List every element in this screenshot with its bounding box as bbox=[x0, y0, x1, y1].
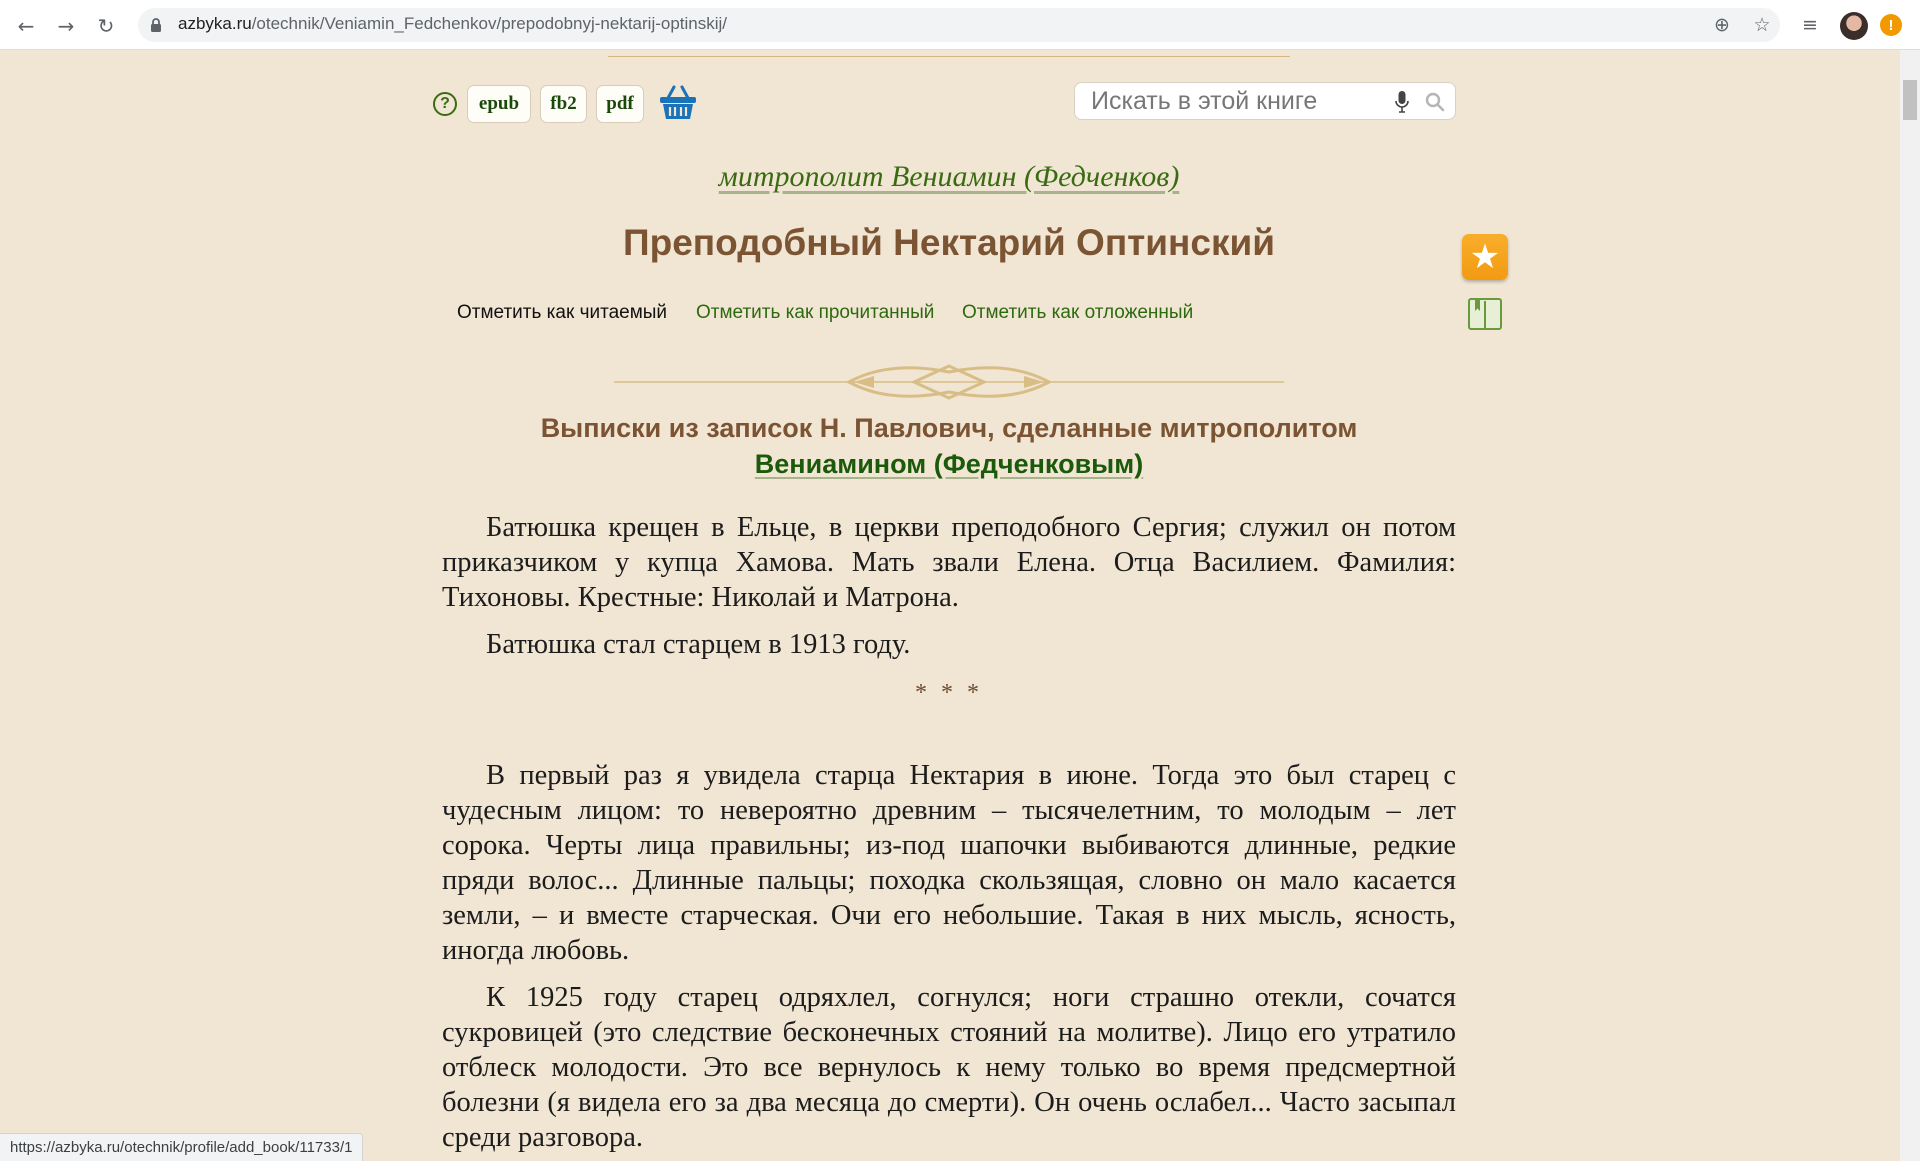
microphone-icon[interactable] bbox=[1395, 91, 1409, 113]
forward-icon[interactable]: → bbox=[57, 14, 75, 38]
zoom-icon[interactable]: ⊕ bbox=[1714, 14, 1730, 36]
favorite-star-icon[interactable]: ★ bbox=[1462, 234, 1508, 280]
pdf-button[interactable]: pdf bbox=[596, 85, 644, 123]
search-input[interactable] bbox=[1091, 83, 1381, 119]
bookmark-star-icon[interactable]: ☆ bbox=[1753, 14, 1771, 36]
status-bar-url: https://azbyka.ru/otechnik/profile/add_book/11733/1 bbox=[0, 1133, 363, 1161]
address-url[interactable] bbox=[178, 14, 727, 34]
reload-icon[interactable]: ↻ bbox=[97, 14, 115, 38]
epub-button[interactable]: epub bbox=[467, 85, 531, 123]
help-icon[interactable]: ? bbox=[433, 92, 457, 116]
lock-icon bbox=[150, 17, 162, 33]
book-title: Преподобный Нектарий Оптинский bbox=[623, 222, 1275, 263]
separator-asterisks: * * * bbox=[915, 680, 983, 706]
scrollbar-thumb[interactable] bbox=[1903, 80, 1917, 120]
mark-reading-link[interactable]: Отметить как читаемый bbox=[457, 302, 668, 323]
book-search bbox=[1074, 82, 1456, 120]
text-block-1 bbox=[442, 510, 1456, 662]
top-divider bbox=[608, 56, 1290, 57]
ornament-divider bbox=[614, 360, 1284, 404]
open-book-icon[interactable] bbox=[1467, 297, 1503, 331]
media-control-icon[interactable]: ≡ bbox=[1802, 14, 1818, 36]
mark-read-link[interactable]: Отметить как прочитанный bbox=[696, 302, 935, 323]
search-icon[interactable] bbox=[1425, 92, 1445, 112]
section-title-author-link[interactable]: Вениамином (Федченковым) bbox=[754, 449, 1144, 479]
paragraph-3: В первый раз я увидела старца Нектария в июне. Тогда это был старец с чудесным лицом: то невероятно древним – тысячелетним, то молодым – лет сорока. Черты лица правильны; из-под шапочки выбиваются длинные, редкие пряди волос... Длинные пальцы; походка скользящая, словно он мало касается земли, – и вместе старческая. Очи его небольшие. Такая в них мысль, ясность, иногда любовь. bbox=[442, 760, 1456, 966]
paragraph-4: К 1925 году старец одряхлел, согнулся; ноги страшно отекли, сочатся сукровицей (это следствие бесконечных стояний на молитве). Лицо его утратило отблеск молодости. Это все вернулось к нему только во время предсмертной болезни (я видела его за два месяца до смерти). Он очень ослабел... Часто засыпал среди разговора. bbox=[442, 982, 1456, 1153]
book-author bbox=[0, 160, 1898, 194]
browser-toolbar bbox=[0, 0, 1920, 50]
profile-avatar[interactable] bbox=[1840, 12, 1868, 40]
paragraph-2: Батюшка стал старцем в 1913 году. bbox=[486, 629, 911, 660]
mark-postponed-link[interactable]: Отметить как отложенный bbox=[962, 302, 1194, 323]
section-title-line: Выписки из записок Н. Павлович, сделанные митрополитом bbox=[540, 413, 1358, 443]
back-icon[interactable]: ← bbox=[17, 14, 35, 38]
section-title bbox=[0, 410, 1898, 482]
update-alert-icon[interactable]: ! bbox=[1880, 14, 1902, 36]
url-path: /otechnik/Veniamin_Fedchenkov/prepodobnyj-nektarij-optinskij/ bbox=[251, 14, 728, 33]
url-host: azbyka.ru bbox=[178, 14, 252, 33]
basket-icon[interactable] bbox=[658, 84, 698, 122]
text-block-2 bbox=[442, 758, 1456, 1155]
paragraph-1: Батюшка крещен в Ельце, в церкви преподобного Сергия; служил он потом приказчиком у купца Хамова. Мать звали Елена. Отца Василием. Фамилия: Тихоновы. Крестные: Николай и Матрона. bbox=[442, 512, 1456, 613]
fb2-button[interactable]: fb2 bbox=[540, 85, 587, 123]
author-link[interactable]: митрополит Вениамин (Федченков) bbox=[718, 160, 1180, 193]
page-scrollbar[interactable] bbox=[1900, 50, 1920, 1161]
